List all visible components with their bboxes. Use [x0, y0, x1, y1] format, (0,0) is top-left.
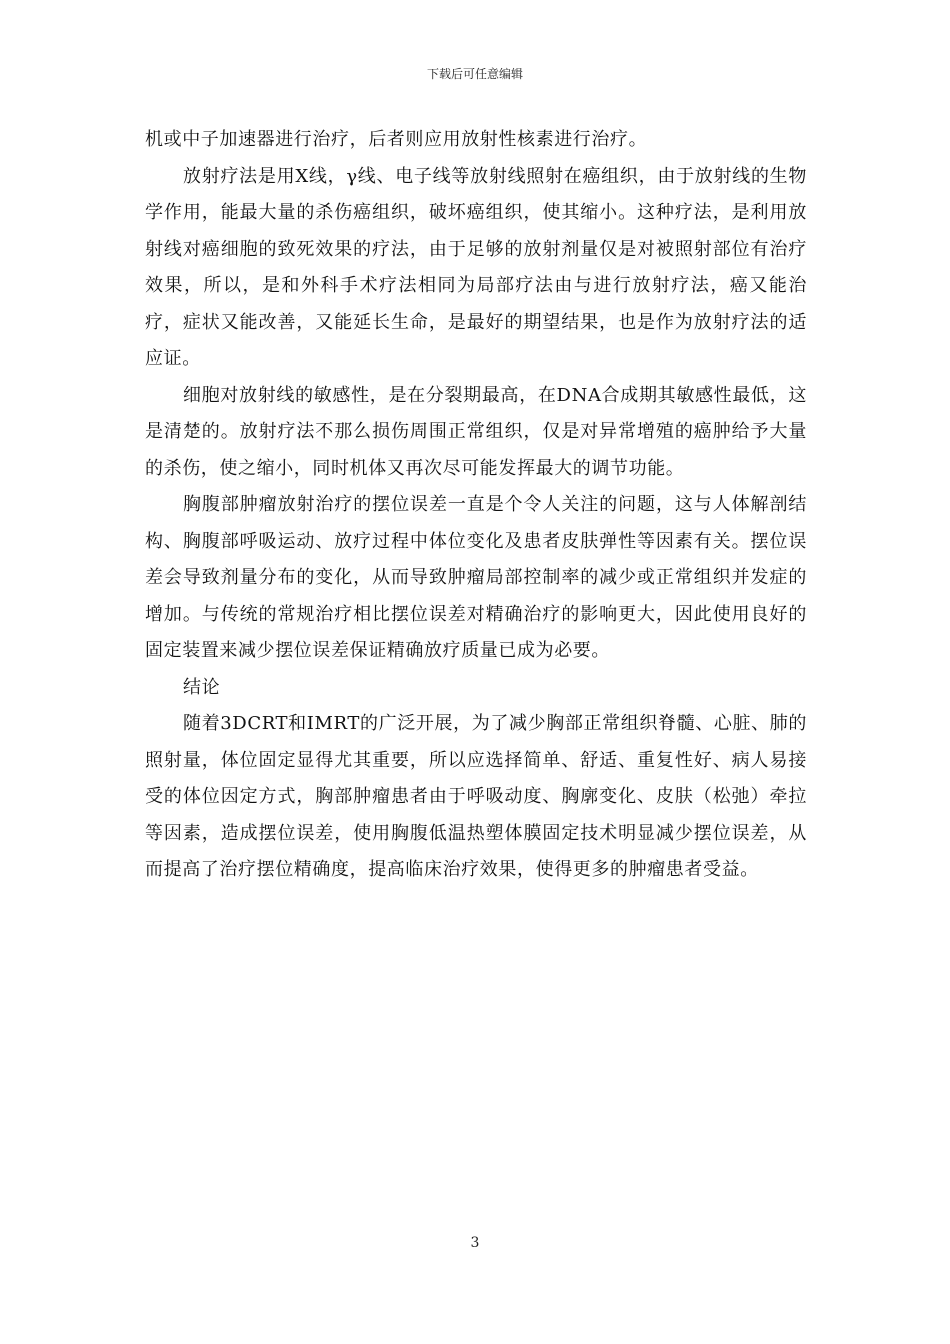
paragraph-continuation: 机或中子加速器进行治疗，后者则应用放射性核素进行治疗。 [145, 129, 648, 150]
paragraph-radiotherapy-definition: 放射疗法是用X线，γ线、电子线等放射线照射在癌组织，由于放射线的生物学作用，能最大量的杀伤癌组织，破坏癌组织，使其缩小。这种疗法，是利用放射线对癌细胞的致死效果的疗法，由于足够的放射剂量仅是对被照射部位有治疗效果，所以，是和外科手术疗法相同为局部疗法由与进行放射疗法，癌又能治疗，症状又能改善，又能延长生命，是最好的期望结果，也是作为放射疗法的适应证。 [145, 165, 807, 369]
conclusion-heading: 结论 [183, 676, 221, 698]
paragraph-cell-sensitivity: 细胞对放射线的敏感性，是在分裂期最高，在DNA合成期其敏感性最低，这是清楚的。放射疗法不那么损伤周围正常组织，仅是对异常增殖的癌肿给予大量的杀伤，使之缩小，同时机体又再次尽可能发挥最大的调节功能。 [145, 384, 807, 479]
page-header: 下载后可任意编辑 [426, 67, 523, 81]
page-number: 3 [470, 1235, 480, 1251]
paragraph-positioning-error: 胸腹部肿瘤放射治疗的摆位误差一直是个令人关注的问题，这与人体解剖结构、胸腹部呼吸运动、放疗过程中体位变化及患者皮肤弹性等因素有关。摆位误差会导致剂量分布的变化，从而导致肿瘤局部控制率的减少或正常组织并发症的增加。与传统的常规治疗相比摆位误差对精确治疗的影响更大，因此使用良好的固定装置来减少摆位误差保证精确放疗质量已成为必要。 [145, 494, 807, 661]
document-body [145, 122, 807, 889]
paragraph-conclusion: 随着3DCRT和IMRT的广泛开展，为了减少胸部正常组织脊髓、心脏、肺的照射量，体位固定显得尤其重要，所以应选择简单、舒适、重复性好、病人易接受的体位因定方式，胸部肿瘤患者由于呼吸动度、胸廓变化、皮肤（松弛）牵拉等因素，造成摆位误差，使用胸腹低温热塑体膜固定技术明显减少摆位误差，从而提高了治疗摆位精确度，提高临床治疗效果，使得更多的肿瘤患者受益。 [145, 713, 807, 880]
